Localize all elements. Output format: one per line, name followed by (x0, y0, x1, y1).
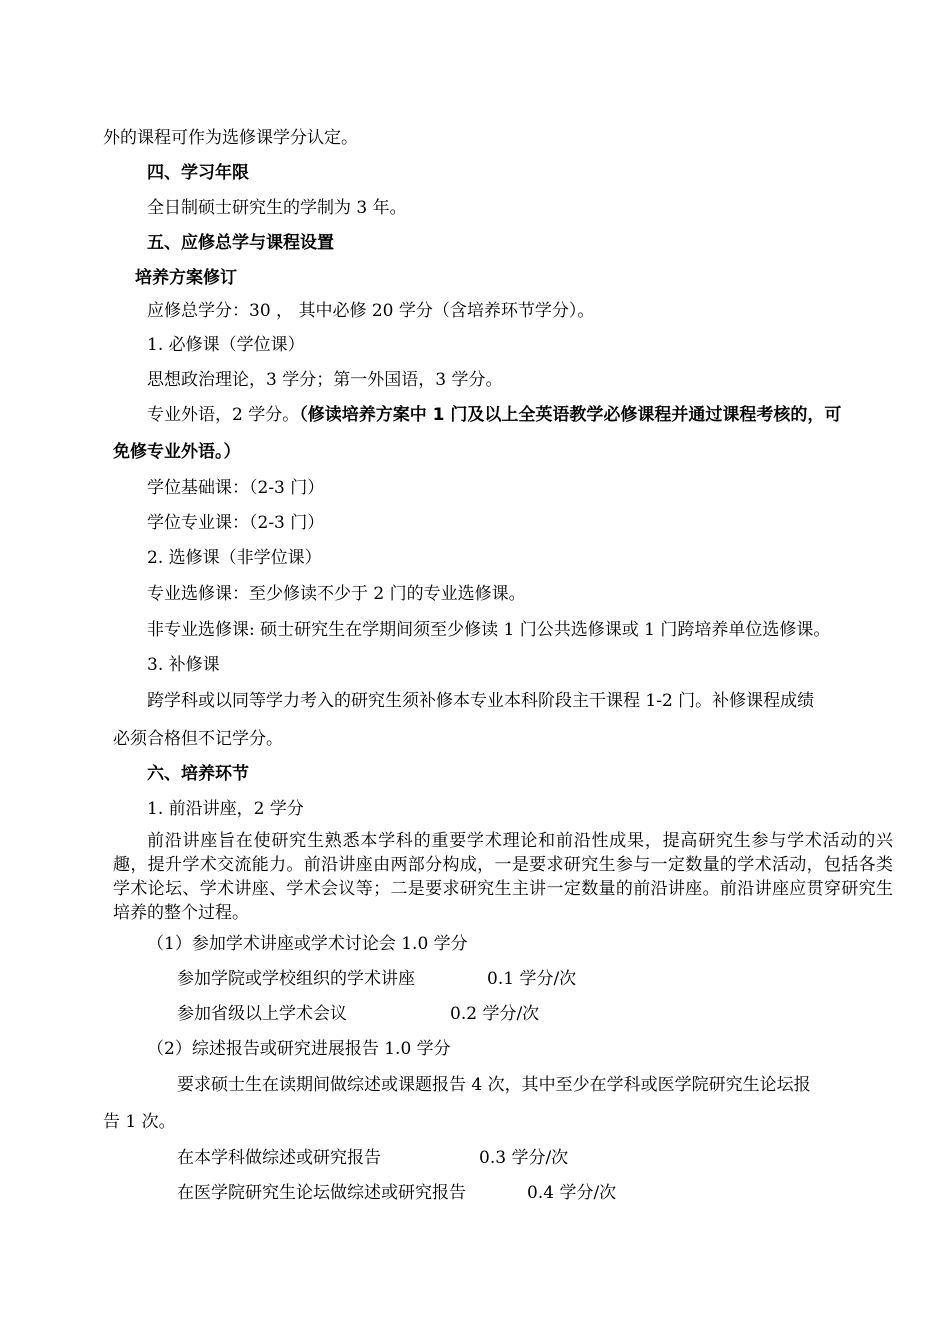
text-line: 全日制硕士研究生的学制为 3 年。 (147, 198, 407, 218)
text-line: 学位基础课：（2-3 门） (147, 478, 325, 498)
text-line: 3. 补修课 (147, 655, 220, 675)
text-line: 2. 选修课（非学位课） (147, 548, 322, 568)
text-line: （2）综述报告或研究进展报告 1.0 学分 (147, 1039, 451, 1059)
section-heading: 六、培养环节 (147, 764, 249, 784)
credit-item-value: 0.1 学分/次 (487, 969, 577, 989)
credit-item-label: 在医学院研究生论坛做综述或研究报告 (177, 1183, 466, 1203)
credit-item-label: 参加学院或学校组织的学术讲座 (177, 969, 415, 989)
credit-item (177, 1181, 616, 1205)
credit-item-value: 0.2 学分/次 (450, 1004, 540, 1024)
section-heading: 四、学习年限 (147, 163, 249, 183)
text-line: 专业选修课：至少修读不少于 2 门的专业选修课。 (147, 584, 526, 604)
subsection-heading: 培养方案修订 (135, 268, 237, 288)
text-line: 1. 必修课（学位课） (147, 335, 305, 355)
text-line: 外的课程可作为选修课学分认定。 (103, 128, 358, 148)
section-heading: 五、应修总学与课程设置 (147, 233, 334, 253)
text-line: 学位专业课：（2-3 门） (147, 513, 325, 533)
text-line: 1. 前沿讲座，2 学分 (147, 799, 304, 819)
text-line (147, 403, 841, 427)
text-line: 要求硕士生在读期间做综述或课题报告 4 次，其中至少在学科或医学院研究生论坛报 (177, 1075, 811, 1095)
credit-item (177, 1002, 539, 1026)
text-line: 非专业选修课: 硕士研究生在学期间须至少修读 1 门公共选修课或 1 门跨培养单位选修课。 (147, 620, 831, 640)
text-line: （1）参加学术讲座或学术讨论会 1.0 学分 (147, 934, 468, 954)
paragraph: 前沿讲座旨在使研究生熟悉本学科的重要学术理论和前沿性成果，提高研究生参与学术活动的兴趣，提升学术交流能力。前沿讲座由两部分构成，一是要求研究生参与一定数量的学术活动，包括各类学术论坛、学术讲座、学术会议等；二是要求研究生主讲一定数量的前沿讲座。前沿讲座应贯穿研究生培养的整个过程。 (113, 831, 893, 923)
credit-item (177, 967, 576, 991)
text-span: 专业外语，2 学分。 (147, 405, 300, 425)
credit-item-value: 0.3 学分/次 (479, 1148, 569, 1168)
text-line: 告 1 次。 (103, 1112, 176, 1132)
bold-note: （修读培养方案中 1 门及以上全英语教学必修课程并通过课程考核的，可 (299, 405, 842, 425)
credit-item-label: 参加省级以上学术会议 (177, 1004, 347, 1024)
bold-note: 免修专业外语。） (113, 442, 241, 462)
credit-item (177, 1146, 568, 1170)
credit-item-value: 0.4 学分/次 (527, 1183, 617, 1203)
text-line: 跨学科或以同等学力考入的研究生须补修本专业本科阶段主干课程 1-2 门。补修课程成绩 (147, 691, 815, 711)
text-line: 必须合格但不记学分。 (113, 729, 283, 749)
text-line: 应修总学分：30 ， 其中必修 20 学分（含培养环节学分）。 (147, 301, 595, 321)
text-line: 思想政治理论，3 学分；第一外国语，3 学分。 (147, 370, 503, 390)
credit-item-label: 在本学科做综述或研究报告 (177, 1148, 381, 1168)
